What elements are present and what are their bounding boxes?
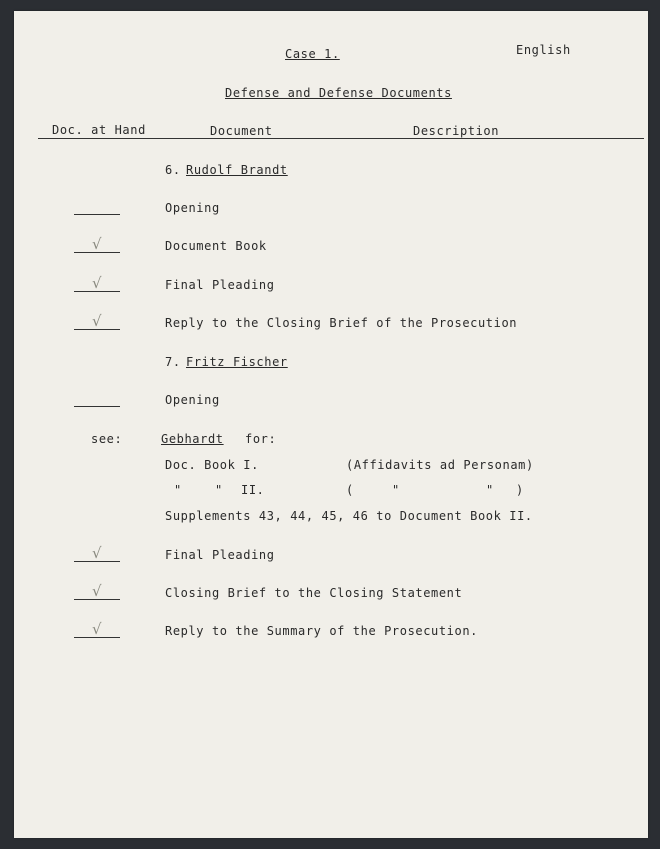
doc-at-hand-blank — [74, 252, 120, 253]
paren-open: ( — [346, 483, 354, 497]
column-header-description: Description — [413, 124, 500, 138]
header-rule — [38, 138, 644, 139]
column-header-document: Document — [210, 124, 273, 138]
checkmark-icon: √ — [92, 274, 102, 292]
defendant-name: Rudolf Brandt — [186, 163, 288, 177]
case-heading: Case 1. — [285, 47, 340, 61]
ditto-mark: " — [215, 483, 223, 497]
document-item: Document Book — [165, 239, 267, 253]
doc-at-hand-blank — [74, 406, 120, 407]
doc-at-hand-blank — [74, 561, 120, 562]
section-number: 6. — [165, 163, 181, 177]
language-label: English — [516, 43, 571, 57]
checkmark-icon: √ — [92, 582, 102, 600]
cross-reference-for: for: — [245, 432, 277, 446]
section-number: 7. — [165, 355, 181, 369]
ditto-mark: " — [486, 483, 494, 497]
document-description: (Affidavits ad Personam) — [346, 458, 534, 472]
doc-at-hand-blank — [74, 329, 120, 330]
ditto-mark: " — [174, 483, 182, 497]
document-item: Doc. Book I. — [165, 458, 259, 472]
document-item: Reply to the Summary of the Prosecution. — [165, 624, 478, 638]
see-label: see: — [91, 432, 123, 446]
document-title: Defense and Defense Documents — [225, 86, 452, 100]
doc-at-hand-blank — [74, 291, 120, 292]
document-item: Reply to the Closing Brief of the Prosecution — [165, 316, 518, 330]
document-item: Supplements 43, 44, 45, 46 to Document Book II. — [165, 509, 533, 523]
checkmark-icon: √ — [92, 620, 102, 638]
doc-at-hand-blank — [74, 637, 120, 638]
document-item: Opening — [165, 201, 220, 215]
document-item: II. — [241, 483, 265, 497]
doc-at-hand-blank — [74, 214, 120, 215]
ditto-mark: " — [392, 483, 400, 497]
checkmark-icon: √ — [92, 544, 102, 562]
doc-at-hand-blank — [74, 599, 120, 600]
document-item: Opening — [165, 393, 220, 407]
checkmark-icon: √ — [92, 312, 102, 330]
document-item: Final Pleading — [165, 278, 275, 292]
document-page — [14, 11, 648, 838]
cross-reference: Gebhardt — [161, 432, 224, 446]
defendant-name: Fritz Fischer — [186, 355, 288, 369]
document-item: Final Pleading — [165, 548, 275, 562]
column-header-doc-at-hand: Doc. at Hand — [52, 123, 146, 137]
document-item: Closing Brief to the Closing Statement — [165, 586, 463, 600]
paren-close: ) — [516, 483, 524, 497]
checkmark-icon: √ — [92, 235, 102, 253]
